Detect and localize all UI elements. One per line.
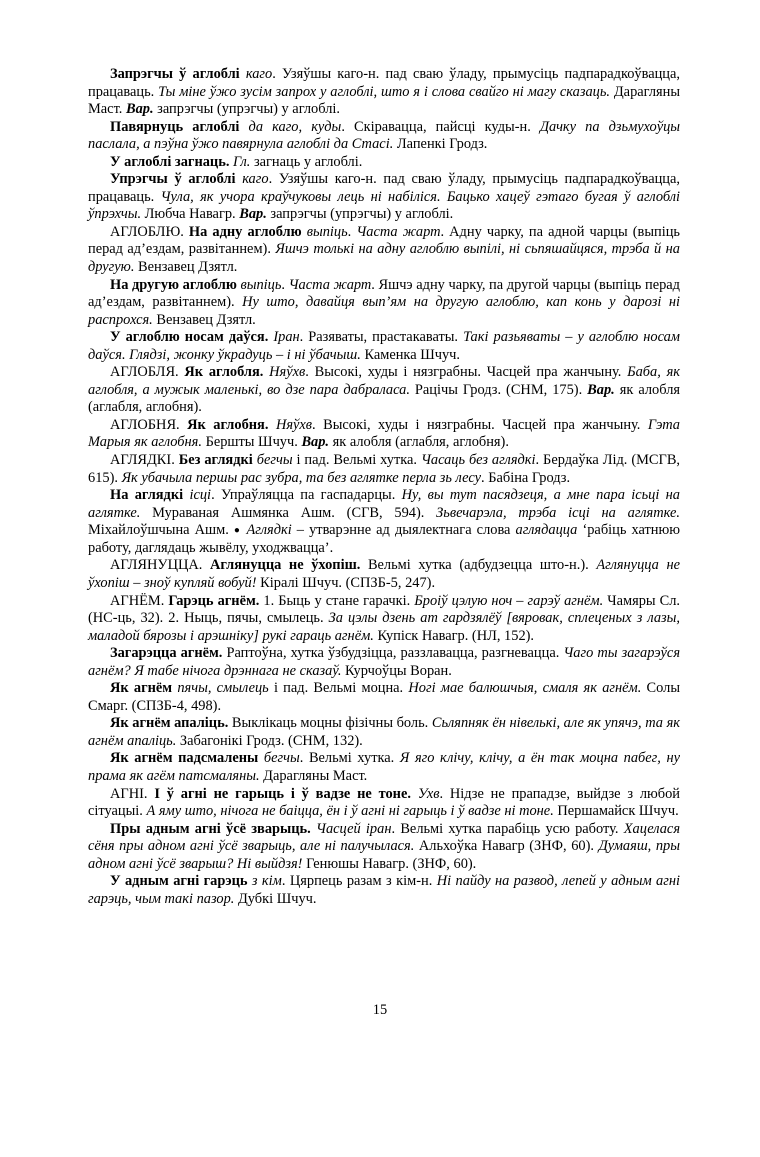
dictionary-entry: Як агнём падсмалены бегчы. Вельмі хутка. Я яго клічу, клічу, а ён так моцна пабег, ну прама як агём патсмаляны. Дарагляны Маст.: [88, 750, 680, 784]
dictionary-entry: Як агнём апаліць. Выклікаць моцны фізічны боль. Сьляпняк ён нівелькі, але як упячэ, та як агнём апаліць. Забагонікі Гродз. (СНМ, 132).: [88, 715, 680, 749]
dictionary-entry: Запрэгчы ў аглоблі каго. Узяўшы каго-н. пад сваю ўладу, прымусіць падпарадкоўвацца, працаваць. Ты міне ўжо зусім запрох у аглоблі, што я і слова свайго ні магу сказаць. Дарагляны Маст. Вар. запрэгчы (упрэгчы) у аглоблі.: [88, 66, 680, 118]
entry-list: [88, 66, 680, 908]
dictionary-entry: Як агнём пячы, смылець і пад. Вельмі моцна. Ногі мае балюшчыя, смаля як агнём. Солы Смарг. (СПЗБ-4, 498).: [88, 680, 680, 714]
dictionary-entry: АГНІ. І ў агні не гарыць і ў вадзе не тоне. Ухв. Нідзе не прападзе, выйдзе з любой сітуацыі. А яму што, нічога не баіцца, ён і ў агні ні гарыць і ў вадзе ні тоне. Першамайск Шчуч.: [88, 785, 681, 820]
dictionary-entry: У аглоблі загнаць. Гл. загнаць у аглоблі.: [110, 153, 363, 170]
dictionary-entry: На аглядкі ісці. Упраўляцца па гаспадарцы. Ну, вы тут пасядзеця, а мне пара ісьці на аглятке. Мураваная Ашмянка Ашм. (СГВ, 594). Зьвечарэла, трэба ісці на аглятке. Міхайлоўшчына Ашм. ● Аглядкі – утварэнне ад дыялектнага слова аглядацца ‘рабіць хатнюю работу, даглядаць жывёлу, уходжвацца’.: [88, 487, 680, 556]
dictionary-entry: Упрэгчы ў аглоблі каго. Узяўшы каго-н. пад сваю ўладу, прымусіць падпарадкоўвацца, працаваць. Чула, як учора краўчуковы лець ні набіліся. Бацько хацеў гэтаго бугая ў аглоблі ўпрэхчы. Любча Навагр. Вар. запрэгчы (упрэгчы) у аглоблі.: [88, 171, 681, 223]
page-number: 15: [372, 1002, 388, 1018]
dictionary-entry: У аглоблю носам даўся. Іран. Разяваты, прастакаваты. Такі разьяваты – у аглоблю носам даўся. Глядзі, жонку ўкрадуць – і ні ўбачыш. Каменка Шчуч.: [88, 329, 680, 363]
dictionary-entry: Пры адным агні ўсё зварыць. Часцей іран. Вельмі хутка парабіць усю работу. Хацелася сёня пры адном агні ўсё зварыць, але ні палучылася. Альхоўка Навагр (ЗНФ, 60). Думаяш, пры адном агні ўсё зварыш? Ні выйдзя! Генюшы Навагр. (ЗНФ, 60).: [88, 820, 681, 872]
dictionary-entry: АГЛОБЛЮ. На адну аглоблю выпіць. Часта жарт. Адну чарку, па адной чарцы (выпіць перад ад’ездам, развітаннем). Яшчэ толькі на адну аглоблю выпілі, ні сьпяшайцяся, трэба й на другую. Вензавец Дзятл.: [88, 223, 680, 276]
dictionary-entry: АГЛОБЛЯ. Як аглобля. Няўхв. Высокі, худы і нязграбны. Часцей пра жанчыну. Баба, як аглобля, а мужык маленькі, во дзе пара дабраласа. Рацічы Гродз. (СНМ, 175). Вар. як алобля (аглабля, аглобня).: [88, 364, 681, 416]
dictionary-entry: Загарэцца агнём. Раптоўна, хутка ўзбудзіцца, раззлавацца, разгневацца. Чаго ты загарэўся агнём? Я табе нічога дрэннага не сказаў. Курчоўцы Воран.: [88, 645, 681, 679]
dictionary-entry: АГЛЯДКІ. Без аглядкі бегчы і пад. Вельмі хутка. Часаць без аглядкі. Бердаўка Лід. (МСГВ, 615). Як убачыла першы рас зубра, та без аглятке перла зь лесу. Бабіна Гродз.: [88, 452, 681, 486]
dictionary-entry: Павярнуць аглоблі да каго, куды. Скіравацца, пайсці куды-н. Дачку па дзьмухоўцы паслала, а пэўна ўжо павярнула аглоблі да Стасі. Лапенкі Гродз.: [88, 118, 681, 153]
dictionary-entry: АГЛЯНУЦЦА. Аглянуцца не ўхопіш. Вельмі хутка (адбудзецца што-н.). Аглянуцца не ўхопіш – зноў купляй вобуй! Кіралі Шчуч. (СПЗБ-5, 247).: [88, 557, 680, 591]
dictionary-entry: АГЛОБНЯ. Як аглобня. Няўхв. Высокі, худы і нязграбны. Часцей пра жанчыну. Гэта Марыя як аглобня. Бершты Шчуч. Вар. як алобля (аглабля, аглобня).: [88, 416, 680, 451]
dictionary-entry: На другую аглоблю выпіць. Часта жарт. Яшчэ адну чарку, па другой чарцы (выпіць перад ад’ездам, развітаннем). Ну што, давайця вып’ям на другую аглоблю, кап конь у дарозі ні распрохся. Вензавец Дзятл.: [88, 276, 680, 328]
dictionary-entry: У адным агні гарэць з кім. Цярпець разам з кім-н. Ні пайду на развод, лепей у адным агні гарэць, чым такі пазор. Дубкі Шчуч.: [88, 873, 681, 907]
dictionary-entry: АГНЁМ. Гарэць агнём. 1. Быць у стане гарачкі. Броіў цэлую ноч – гарэў агнём. Чамяры Сл. (НС-ць, 32). 2. Ныць, пячы, смылець. За цэлы дзень ат гардзялёў [вяровак, сплеценых з лазы, маладой бярозы і арэшніку] рукі гараць агнём. Купіск Навагр. (НЛ, 152).: [88, 592, 681, 644]
